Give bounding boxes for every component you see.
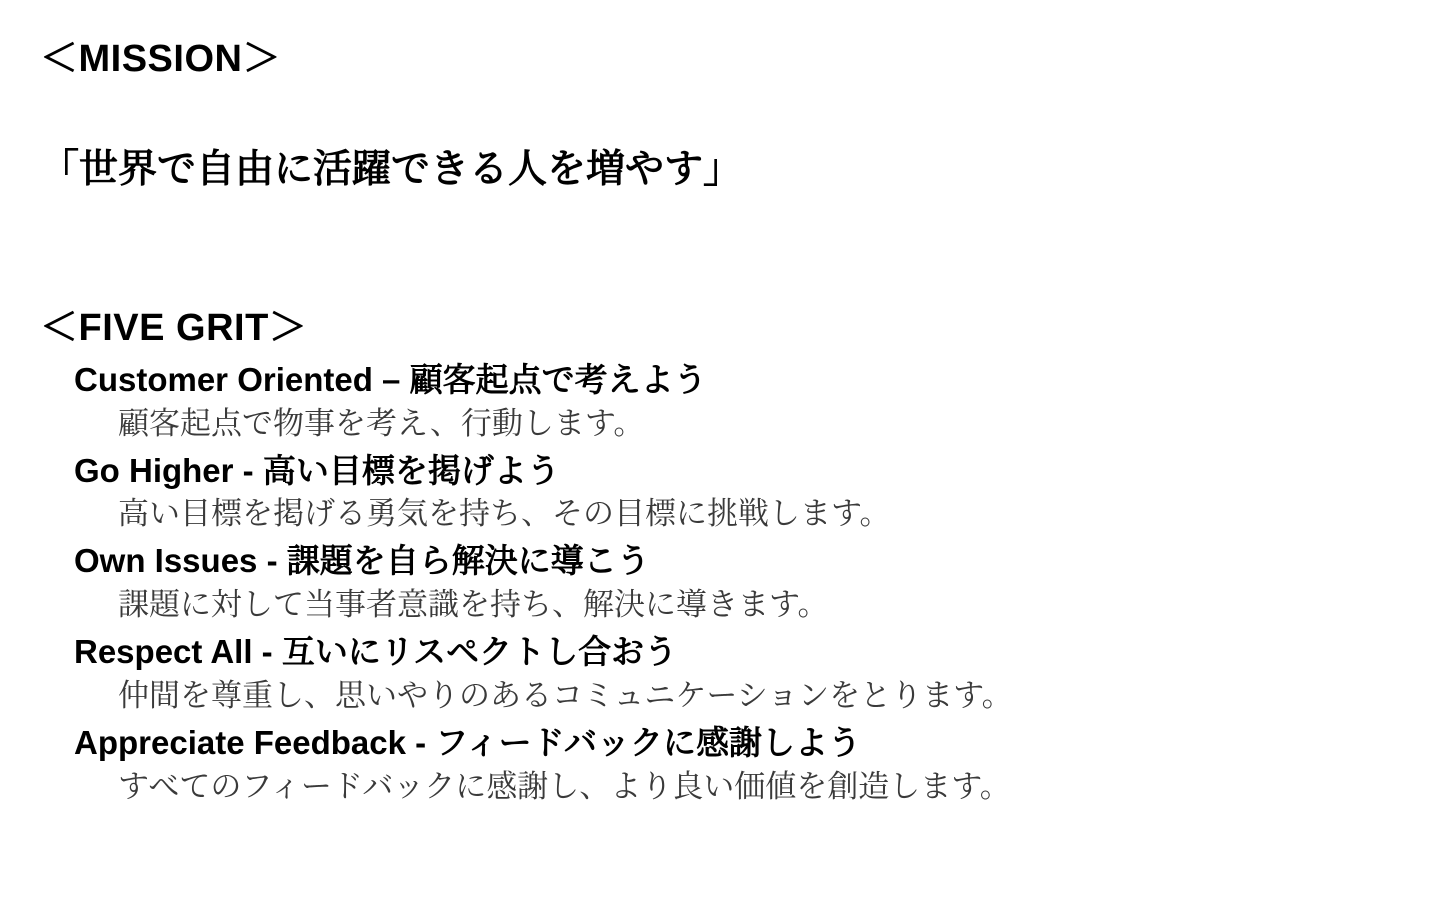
list-item	[40, 539, 1400, 626]
grit-item-title: Customer Oriented – 顧客起点で考えよう	[74, 360, 707, 398]
list-item	[40, 630, 1400, 717]
grit-item-description: 顧客起点で物事を考え、行動します。	[118, 405, 645, 441]
grit-item-description: 高い目標を掲げる勇気を持ち、その目標に挑戦します。	[118, 496, 891, 532]
mission-section	[40, 36, 1400, 194]
grit-item-title: Own Issues - 課題を自ら解決に導こう	[74, 542, 650, 580]
five-grit-section	[40, 306, 1400, 807]
grit-item-description: すべてのフィードバックに感謝し、より良い価値を創造します。	[118, 768, 1011, 804]
grit-item-title: Go Higher - 高い目標を掲げよう	[74, 451, 560, 489]
five-grit-heading: ＜FIVE GRIT＞	[40, 307, 308, 350]
list-item	[40, 449, 1400, 536]
grit-item-description: 仲間を尊重し、思いやりのあるコミュニケーションをとります。	[118, 677, 1013, 713]
five-grit-list	[40, 358, 1400, 808]
grit-item-title: Appreciate Feedback - フィードバックに感謝しよう	[74, 723, 861, 761]
mission-statement: 「世界で自由に活躍できる人を増やす」	[40, 147, 743, 191]
grit-item-description: 課題に対して当事者意識を持ち、解決に導きます。	[118, 587, 829, 623]
list-item	[40, 358, 1400, 445]
grit-item-title: Respect All - 互いにリスペクトし合おう	[74, 633, 678, 670]
mission-heading: ＜MISSION＞	[40, 38, 281, 80]
list-item	[40, 721, 1400, 808]
